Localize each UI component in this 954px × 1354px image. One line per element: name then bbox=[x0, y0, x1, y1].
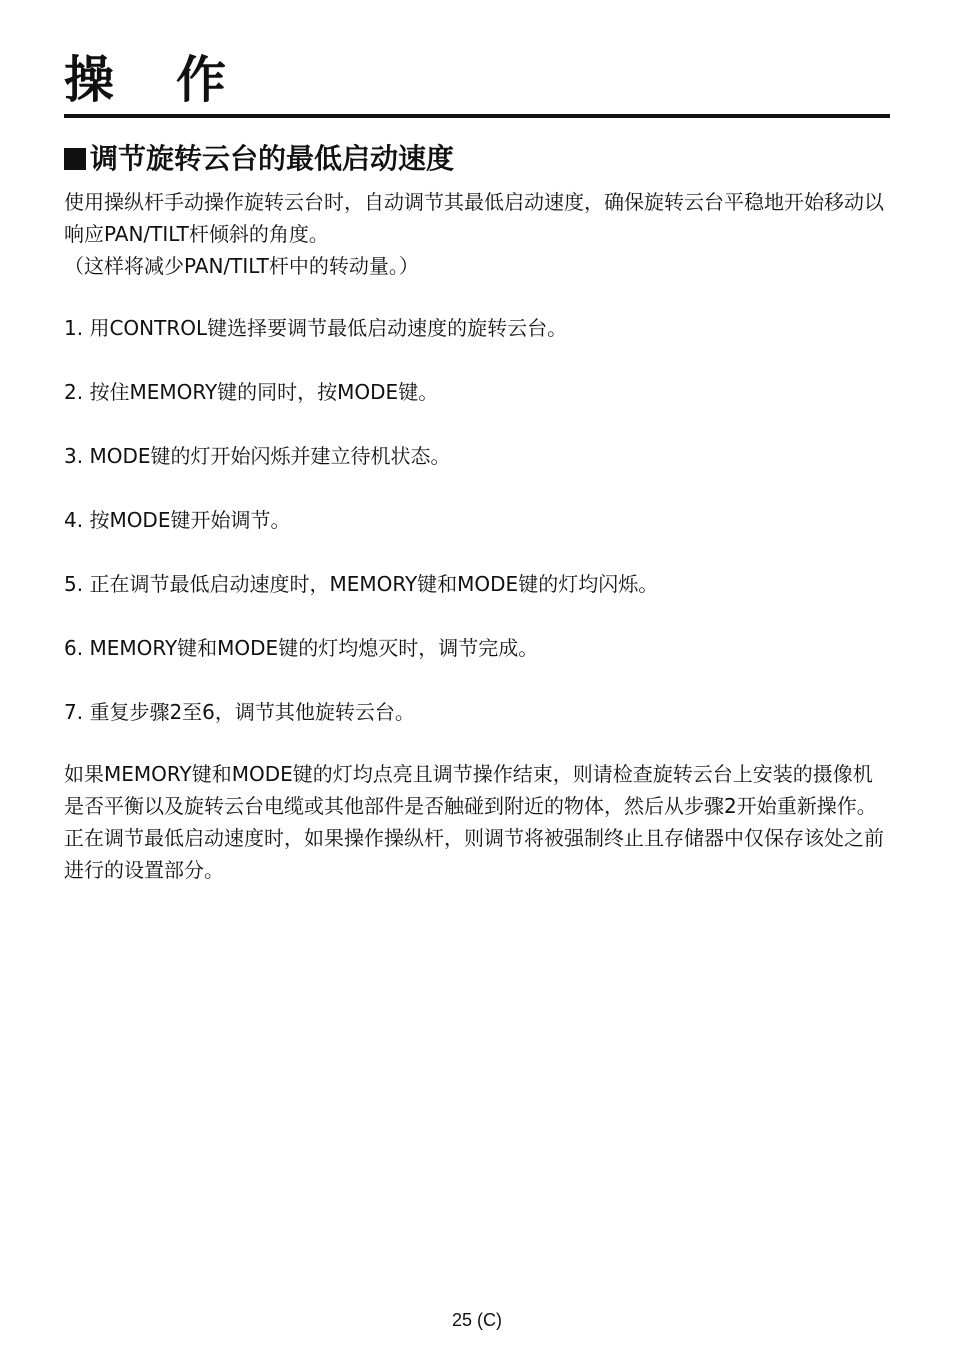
black-square-icon bbox=[64, 148, 86, 170]
step-item: 3. MODE键的灯开始闪烁并建立待机状态。 bbox=[64, 444, 451, 468]
step-list bbox=[64, 312, 890, 760]
page-title: 操作 bbox=[64, 51, 288, 109]
section-heading-text: 调节旋转云台的最低启动速度 bbox=[90, 142, 455, 175]
step-item: 2. 按住MEMORY键的同时，按MODE键。 bbox=[64, 380, 439, 404]
step-item: 1. 用CONTROL键选择要调节最低启动速度的旋转云台。 bbox=[64, 316, 568, 340]
step-item: 7. 重复步骤2至6，调节其他旋转云台。 bbox=[64, 700, 415, 724]
section-heading bbox=[64, 140, 454, 178]
note-paragraph: 如果MEMORY键和MODE键的灯均点亮且调节操作结束，则请检查旋转云台上安装的摄像机是否平衡以及旋转云台电缆或其他部件是否触碰到附近的物体，然后从步骤2开始重新操作。 bbox=[64, 762, 877, 818]
notes-text bbox=[64, 758, 890, 886]
note-paragraph: 正在调节最低启动速度时，如果操作操纵杆，则调节将被强制终止且存储器中仅保存该处之前进行的设置部分。 bbox=[64, 826, 884, 882]
intro-paragraph: 使用操纵杆手动操作旋转云台时，自动调节其最低启动速度，确保旋转云台平稳地开始移动以响应PAN/TILT杆倾斜的角度。 bbox=[64, 190, 884, 246]
page-number: 25 (C) bbox=[451, 1310, 502, 1330]
title-divider bbox=[64, 114, 890, 118]
step-item: 6. MEMORY键和MODE键的灯均熄灭时，调节完成。 bbox=[64, 636, 539, 660]
intro-text bbox=[64, 186, 890, 282]
step-item: 4. 按MODE键开始调节。 bbox=[64, 508, 291, 532]
step-item: 5. 正在调节最低启动速度时，MEMORY键和MODE键的灯均闪烁。 bbox=[64, 572, 659, 596]
intro-paragraph: （这样将减少PAN/TILT杆中的转动量。） bbox=[64, 254, 419, 278]
